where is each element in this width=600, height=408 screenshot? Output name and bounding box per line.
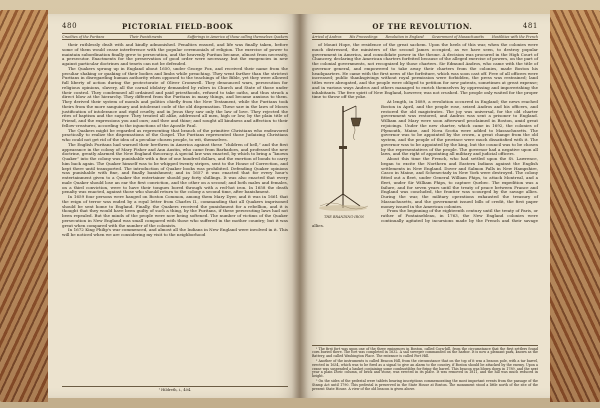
right-subheading: His Proceedings (349, 34, 378, 39)
paragraph: About this time the French, who had settled upon the St. Lawrence, began to excite the Northern and Eastern Indians against the English settlements in New England. Dover and Salmon Falls in New Hampshire, Casco in Maine, and Schenectady in New York were destroyed. The colony fitted out a fleet, under General William Phips, to attack Montreal, and a fleet, under Sir William Phips, to capture Quebec. The expedition was a failure, and for seven years until the treaty of peace between France and England was concluded, the frontier was scourged by the savage allies. During the war, the military operations exhausted the treasury of Massachusetts, and the government issued bills of credit, the first paper money issued in the American colonies. (381, 156, 538, 209)
left-page (48, 14, 300, 398)
right-running-title: OF THE REVOLUTION. (372, 22, 473, 31)
left-page-header (62, 22, 288, 31)
left-page-number: 480 (62, 22, 78, 30)
left-subheading: Their Punishments (129, 34, 162, 39)
paragraph: In 1672 King Philip's war commenced, and almost all the Indians in New England were involved in it. This will be noticed when we are considering my visit to the neighborhood (62, 227, 288, 237)
left-running-title: PICTORIAL FIELD-BOOK (121, 22, 234, 31)
footnote: ² Another of the instruments is called Beacon Hill, from the circumstance that on the top of it was a beacon pole, with a tar barrel, erected in 1634, which was to be fired as a signal to give an alarm to the country, if Boston should be attacked by the enemy. Upon a crane was suspended a basket containing some combustibles for firing the barrel. This beacon was blown down in 1789, and the next year a plain Doric column, of brick and stone, was erected in its place. It was removed in 1811, and the hill was much reduced in height. (312, 358, 538, 379)
right-subheading: Hostilities with the French (491, 34, 538, 39)
paragraph: In 1659 four persons were hanged on Boston Common, among them Mary Dyer, and it was in 1661 that the reign of terror was ended by a royal letter from Charles II., commanding that all Quakers imprisoned should be sent home to England. Finally, the Quakers received the punishment for a rebellion, and it is thought that they would have been guilty of such a thing, by the Puritans, if these persecuting laws had not been repealed. But the minds of the people were now being softened. The number of victims of the Quaker persecution in New England was small compared with those who suffered in the mother country; but it was great when compared with the number of the colonists. (62, 194, 288, 228)
paragraph: The Quakers sprung up in England about 1650, under George Fox, and received their name from the peculiar shaking or quaking of their bodies and limbs while preaching. They went farther than the strictest Puritans in disregarding human authority when opposed to the teachings of the Bible, yet they were allowed full liberty of action during the protectorate of Oliver Cromwell. They denounced wars, persecution for religious opinions, slavery, all the carnal idolatry demanded by rulers in Church and State of those under their control. They condemned all ordained and paid priesthoods, refused to take oaths, and thus struck a direct blow at the hierarchy. They differed from the Puritans in many things, and became anxious to them. They derived their system of morals and politics chiefly from the New Testament, while the Puritans took theirs from the more sanguinary and intolerant code of the old dispensation. These saw in the laws of Moses justification of intolerance and rigid cruelty, and in Jesus they saw only the law of love. They rejected the rites of baptism and the supper. They treated all alike, addressed all men, high or low, by the plain title of Friend, and the expressions you and ours; and thee and thine; and sought all kindness and affection to their fellow-creatures, according to the injunctions of the Apostle Paul. (62, 65, 288, 128)
right-subheading: Government of Massachusetts (431, 34, 484, 39)
paragraph: The English Puritans had warned their brethren in America against these “children of hell,” and the first appearance in the colony of Mary Fisher and Ann Austin, who came from Barbadoes, and professed the new doctrine, greatly alarmed the New England theocracy. A special law was enacted, by which to bring a “known Quaker” into the colony was punishable with a fine of one hundred dollars, and the exertion of bonds to carry him back again. The Quaker himself was to be whipped twenty stripes, sent to the House of Correction, and kept there until transported. The introduction of Quaker books was prohibited. Defending Quaker opinions was punishable with fine, and finally banishment; and in 1657 it was enacted that for every hour's entertainment given to a Quaker the entertainer should pay forty shillings. It was also enacted that every male Quaker should lose an ear the first conviction, and the other on a second; and both males and females, on a third conviction, were to have their tongues bored through with a red-hot iron. In 1658 the death penalty was enacted, against those who should return to the colony a second time, after banishment. (62, 141, 288, 195)
footnote: ³ On the sides of the pedestal were tablets bearing inscriptions commemorating the most important events from the passage of the Stamp Act until 1790. This pedestal is preserved in the State House at Boston. The monument stood a little north of the site of the present State House. A view of the old beacon is given above. (312, 378, 538, 391)
right-page (300, 14, 550, 398)
left-subheading: Sufferings in America of those calling themselves Quakers (187, 34, 288, 39)
paragraph: their ruthlessly dealt with and kindly admonished. Penalties ensued, and life was finally taken, before some of them would cease interference with the popular ceremonials of religion. The exercise of power to maintain subordination finally grew to persecution, and the heavenly Puritan became, almost from necessity, a persecutor. Exactments for the preservation of good order were necessary, but the exegencies in new against particular doctrines and tenets can not be defended. (62, 42, 288, 66)
left-marbled-edge (0, 10, 48, 402)
right-subheading: Arrival of Andros (312, 34, 342, 39)
right-body-text (312, 43, 538, 228)
right-subheading: Revolution in England (385, 34, 424, 39)
footnote: ¹ The first fort was upon one of the three eminences in Boston, called Corn-hill, from the circumstance that the first settlers found corn buried there. The fort was completed in 1632. A sail sweeper commanded on the harbor. It is now a pleasant park, known as the Battery, and called Washington Place. The entrance is called Fort Hill. (312, 346, 538, 359)
right-page-number: 481 (522, 22, 538, 30)
left-subheading: Cruelties of the Puritans (62, 34, 105, 39)
paragraph: From the beginning of the eighteenth century until the treaty of Paris, or rather of Fontainebleau, in 1763, the New England colonies were continually agitated by incursions made by the French and their savage allies. (312, 208, 538, 228)
paragraph: of Mount Hope, the residence of the great sachem. Upon the heels of this war, when the colonies were much distressed, the ministers of the second James occupied, as we have seen, to destroy popular government in America, and consolidate power in the throne. A decision was procured in the High Court of Chancery, declaring the American charters forfeited because of the alleged exercise of powers, on the part of the colonial governments, not recognized by those charters. Sir Edmund Andros, who came with the title of governor general, and empowered to take away their charters from the colonies, made Boston his headquarters. He came with the first news of the forfeiture, which was soon cast off. Free of all officers were increased; public thanksgivings without royal permission were forbidden, the press was restrained; land titles were abrogated, and the people were obliged to petition for new patents, sometimes at great expense; and in various ways Andros and others managed to enrich themselves by oppressing and impoverishing the inhabitants. The free spirit of New England, however, was not crushed. The people only waited for the proper time to throw off the yoke. (312, 42, 538, 100)
right-subheadings (312, 33, 538, 40)
right-footnotes (312, 345, 538, 392)
branding-iron-illustration (312, 102, 376, 212)
book-gutter (292, 14, 308, 398)
paragraph: At length, in 1689, a revolution occurred in England; the news reached Boston in April, and the people rose, seized Andros and his officers, and restored the old magistrates. The joy was universal, for the old charter government was restored, and Andros was sent a prisoner to England. William and Mary were soon afterward proclaimed in Boston, amid great rejoicings. Under the new charter, which came in 1692, the colonies of Plymouth, Maine, and Nova Scotia were added to Massachusetts. The governor was to be appointed by the crown, a great change from the old system, and the people of the province were much dissatisfied with it. The governor was to be appointed by the king, but the council was to be chosen by the representatives of the people. The governor had a negative upon all laws, and the right of appointing all military and judicial officers. (381, 99, 538, 157)
figure-caption: THE BRANDING-IRON (324, 215, 364, 220)
paragraph: The Quakers might be regarded as representing that branch of the primitive Christians who endeavored practically to realize the dispensations of the Gospel. The Puritans represented those Judaizing Christians who could not get rid of the idea of a peculiar chosen people, to wit, themselves. (62, 127, 288, 142)
left-subheadings (62, 33, 288, 40)
right-page-header (312, 22, 538, 31)
left-body-text (62, 43, 288, 238)
right-marbled-edge (550, 10, 600, 402)
left-footnote: ¹ Hildreth, i., 404. (62, 386, 288, 392)
branding-iron-figure (312, 102, 376, 220)
